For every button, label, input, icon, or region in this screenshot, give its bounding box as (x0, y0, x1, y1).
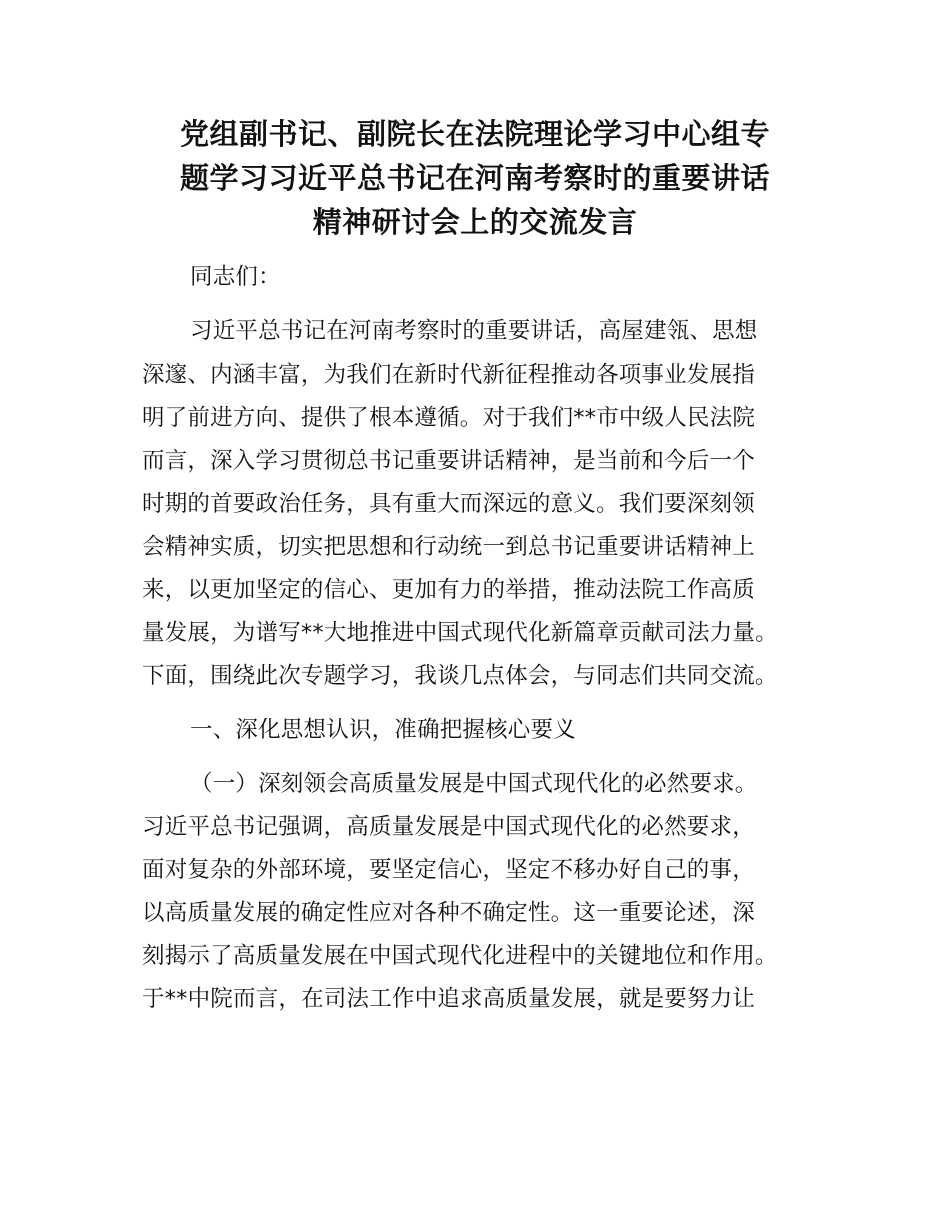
paragraph1-line-7: 来，以更加坚定的信心、更加有力的举措，推动法院工作高质 (142, 577, 755, 603)
paragraph1-line-1: 习近平总书记在河南考察时的重要讲话，高屋建瓴、思想 (190, 318, 758, 344)
paragraph1-line-8: 量发展，为谱写**大地推进中国式现代化新篇章贡献司法力量。 (142, 620, 778, 646)
title-line-1: 党组副书记、副院长在法院理论学习中心组专 (179, 117, 770, 151)
paragraph1-line-5: 时期的首要政治任务，具有重大而深远的意义。我们要深刻领 (142, 491, 755, 517)
paragraph2-line-1: （一）深刻领会高质量发展是中国式现代化的必然要求。 (190, 771, 758, 797)
paragraph1-line-2: 深邃、内涵丰富，为我们在新时代新征程推动各项事业发展指 (142, 362, 755, 388)
paragraph2-line-2: 习近平总书记强调，高质量发展是中国式现代化的必然要求， (142, 814, 755, 840)
paragraph2-line-6: 于**中院而言，在司法工作中追求高质量发展，就是要努力让 (142, 986, 756, 1012)
greeting: 同志们： (190, 264, 281, 290)
paragraph1-line-4: 而言，深入学习贯彻总书记重要讲话精神，是当前和今后一个 (142, 448, 755, 474)
paragraph1-line-9: 下面，围绕此次专题学习，我谈几点体会，与同志们共同交流。 (142, 663, 778, 689)
paragraph2-line-3: 面对复杂的外部环境，要坚定信心，坚定不移办好自己的事， (142, 857, 755, 883)
paragraph1-line-6: 会精神实质，切实把思想和行动统一到总书记重要讲话精神上 (142, 534, 755, 560)
title-line-2: 题学习习近平总书记在河南考察时的重要讲话 (179, 161, 770, 195)
paragraph2-line-4: 以高质量发展的确定性应对各种不确定性。这一重要论述，深 (142, 900, 755, 926)
paragraph2-line-5: 刻揭示了高质量发展在中国式现代化进程中的关键地位和作用。 (142, 943, 778, 969)
title-line-3: 精神研讨会上的交流发言 (312, 205, 638, 239)
paragraph1-line-3: 明了前进方向、提供了根本遵循。对于我们**市中级人民法院 (142, 405, 756, 431)
document-title (130, 112, 820, 244)
section1-heading: 一、深化思想认识，准确把握核心要义 (190, 717, 576, 743)
